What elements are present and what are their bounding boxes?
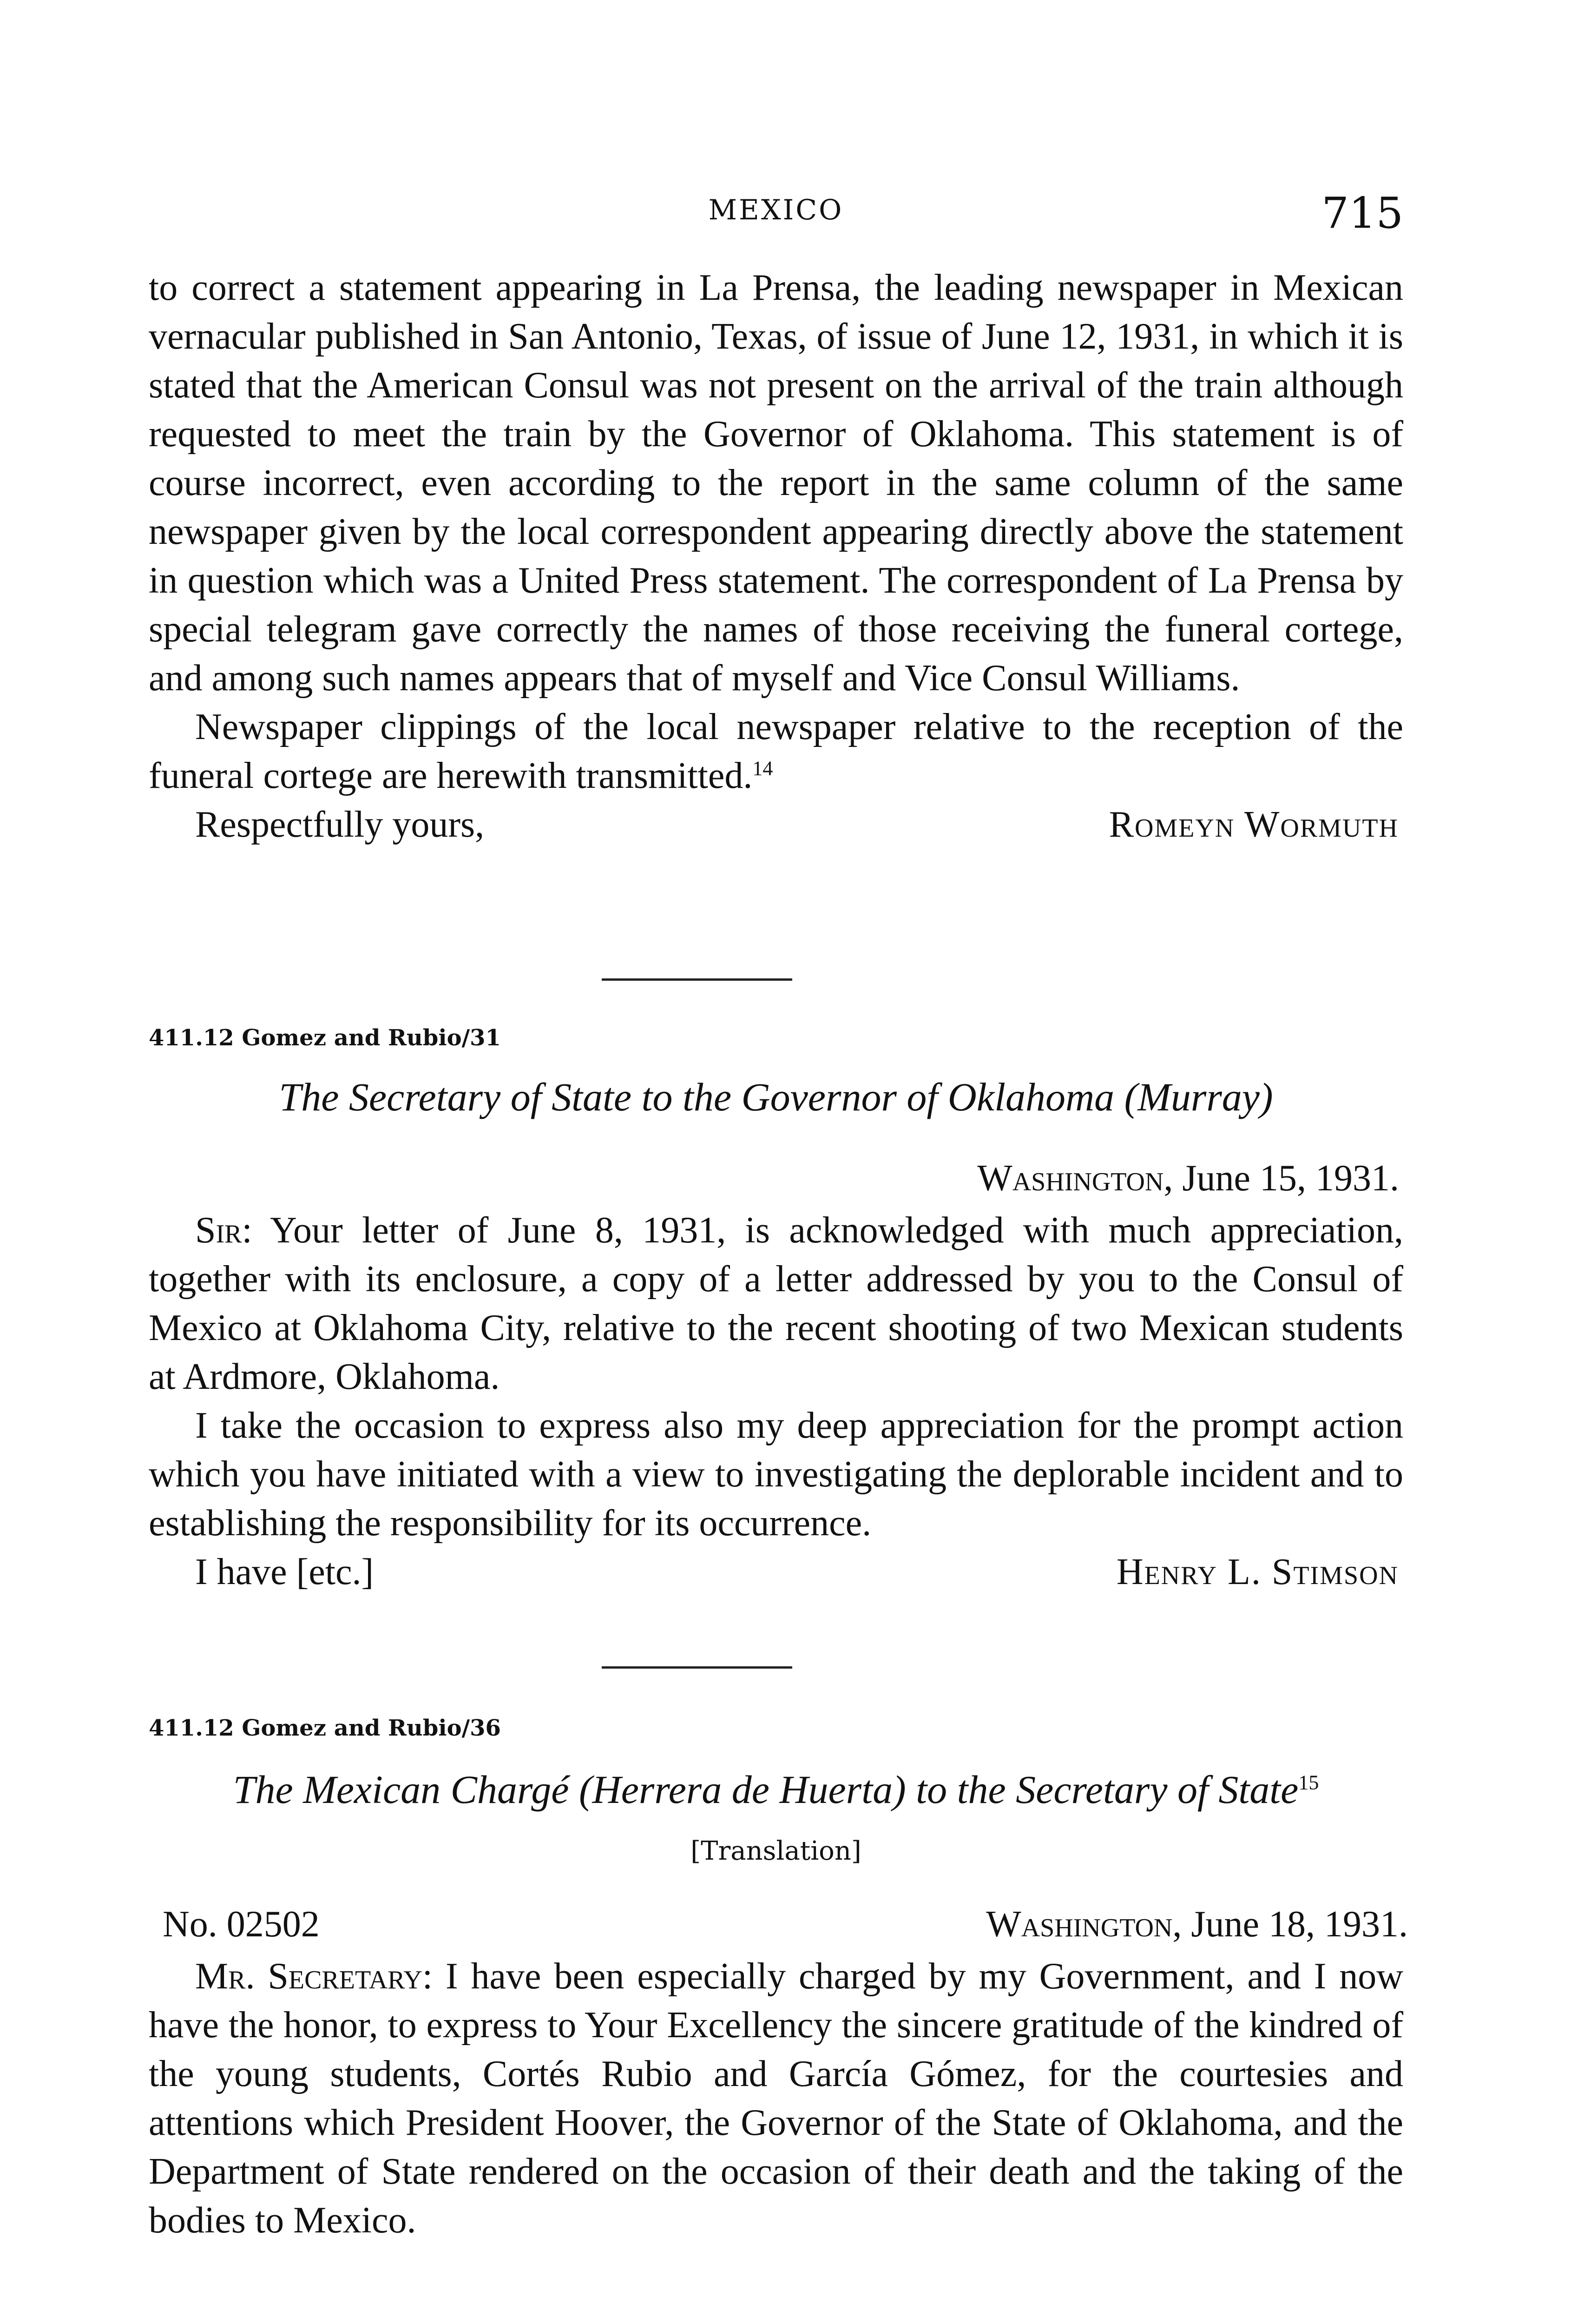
letter3-file-ref: 411.12 Gomez and Rubio/36 [149,1715,501,1741]
letter3-number-dateline [163,1903,1408,1946]
footnote-ref-14: 14 [752,757,773,780]
letter2-signature: Henry L. Stimson [1116,1552,1399,1592]
translation-note: [Translation] [690,1836,861,1866]
letter2-paragraph-1 [149,1206,1403,1401]
letter3-body [149,1952,1403,2245]
letter3-dateline-date: June 18, 1931. [1191,1904,1408,1945]
letter2-body [149,1206,1403,1597]
letter2-salutation: Sir: [195,1210,252,1251]
letter2-dateline-place: Washington, [977,1158,1173,1199]
letter3-paragraph-1 [149,1952,1403,2245]
letter2-signature-line [149,1548,1403,1597]
running-head-title: MEXICO [708,194,844,226]
section-divider-1 [602,978,792,981]
letter3-title: The Mexican Chargé (Herrera de Huerta) to the Secretary of State [233,1767,1299,1812]
letter2-title: The Secretary of State to the Governor of Oklahoma (Murray) [279,1075,1273,1119]
letter3-salutation: Mr. Secretary: [195,1956,433,1997]
letter3-dateline-place: Washington, [986,1904,1182,1945]
letter2-dateline [977,1157,1399,1200]
section-divider-2 [602,1666,792,1669]
page-number: 715 [1321,188,1403,238]
letter2-file-ref: 411.12 Gomez and Rubio/31 [149,1025,501,1051]
letter3-dateline [986,1903,1408,1946]
letter2-paragraph-2: I take the occasion to express also my deep appreciation for the prompt action which you have initiated with a view to investigating the deplorable incident and to establishing the responsibility for its occurrence. [149,1405,1403,1544]
running-head [149,188,1403,238]
letter1-signature-line [149,800,1403,849]
letter1-signature: Romeyn Wormuth [1109,804,1399,845]
letter1-paragraph-2 [149,703,1403,800]
letter1-body [149,264,1403,849]
letter2-dateline-date: June 15, 1931. [1182,1158,1399,1199]
letter1-closing: Respectfully yours, [195,804,485,845]
letter3-number: No. 02502 [163,1904,320,1945]
letter3-title-block [149,1766,1403,1813]
footnote-ref-15: 15 [1298,1771,1319,1794]
letter1-paragraph-2-text: Newspaper clippings of the local newspaper relative to the reception of the funeral cortege are herewith transmitted. [149,706,1403,796]
letter2-paragraph-1-text: Your letter of June 8, 1931, is acknowledged with much appreciation, together with its enclosure, a copy of a letter addressed by you to the Consul of Mexico at Oklahoma City, relative to the recent shooting of two Mexican students at Ardmore, Oklahoma. [149,1210,1404,1397]
letter3-paragraph-1-text: I have been especially charged by my Government, and I now have the honor, to express to Your Excellency the sincere gratitude of the kindred of the young students, Cortés Rubio and García Gómez, for the courtesies and attentions which President Hoover, the Governor of the State of Oklahoma, and the Department of State rendered on the occasion of their death and the taking of the bodies to Mexico. [149,1956,1404,2241]
letter2-closing: I have [etc.] [195,1552,374,1592]
letter1-paragraph-1: to correct a statement appearing in La Prensa, the leading newspaper in Mexican vernacular published in San Antonio, Texas, of issue of June 12, 1931, in which it is stated that the American Consul was not present on the arrival of the train although requested to meet the train by the Governor of Oklahoma. This statement is of course incorrect, even according to the report in the same column of the same newspaper given by the local correspondent appearing directly above the statement in question which was a United Press statement. The correspondent of La Prensa by special telegram gave correctly the names of those receiving the funeral cortege, and among such names appears that of myself and Vice Consul Williams. [149,267,1403,699]
